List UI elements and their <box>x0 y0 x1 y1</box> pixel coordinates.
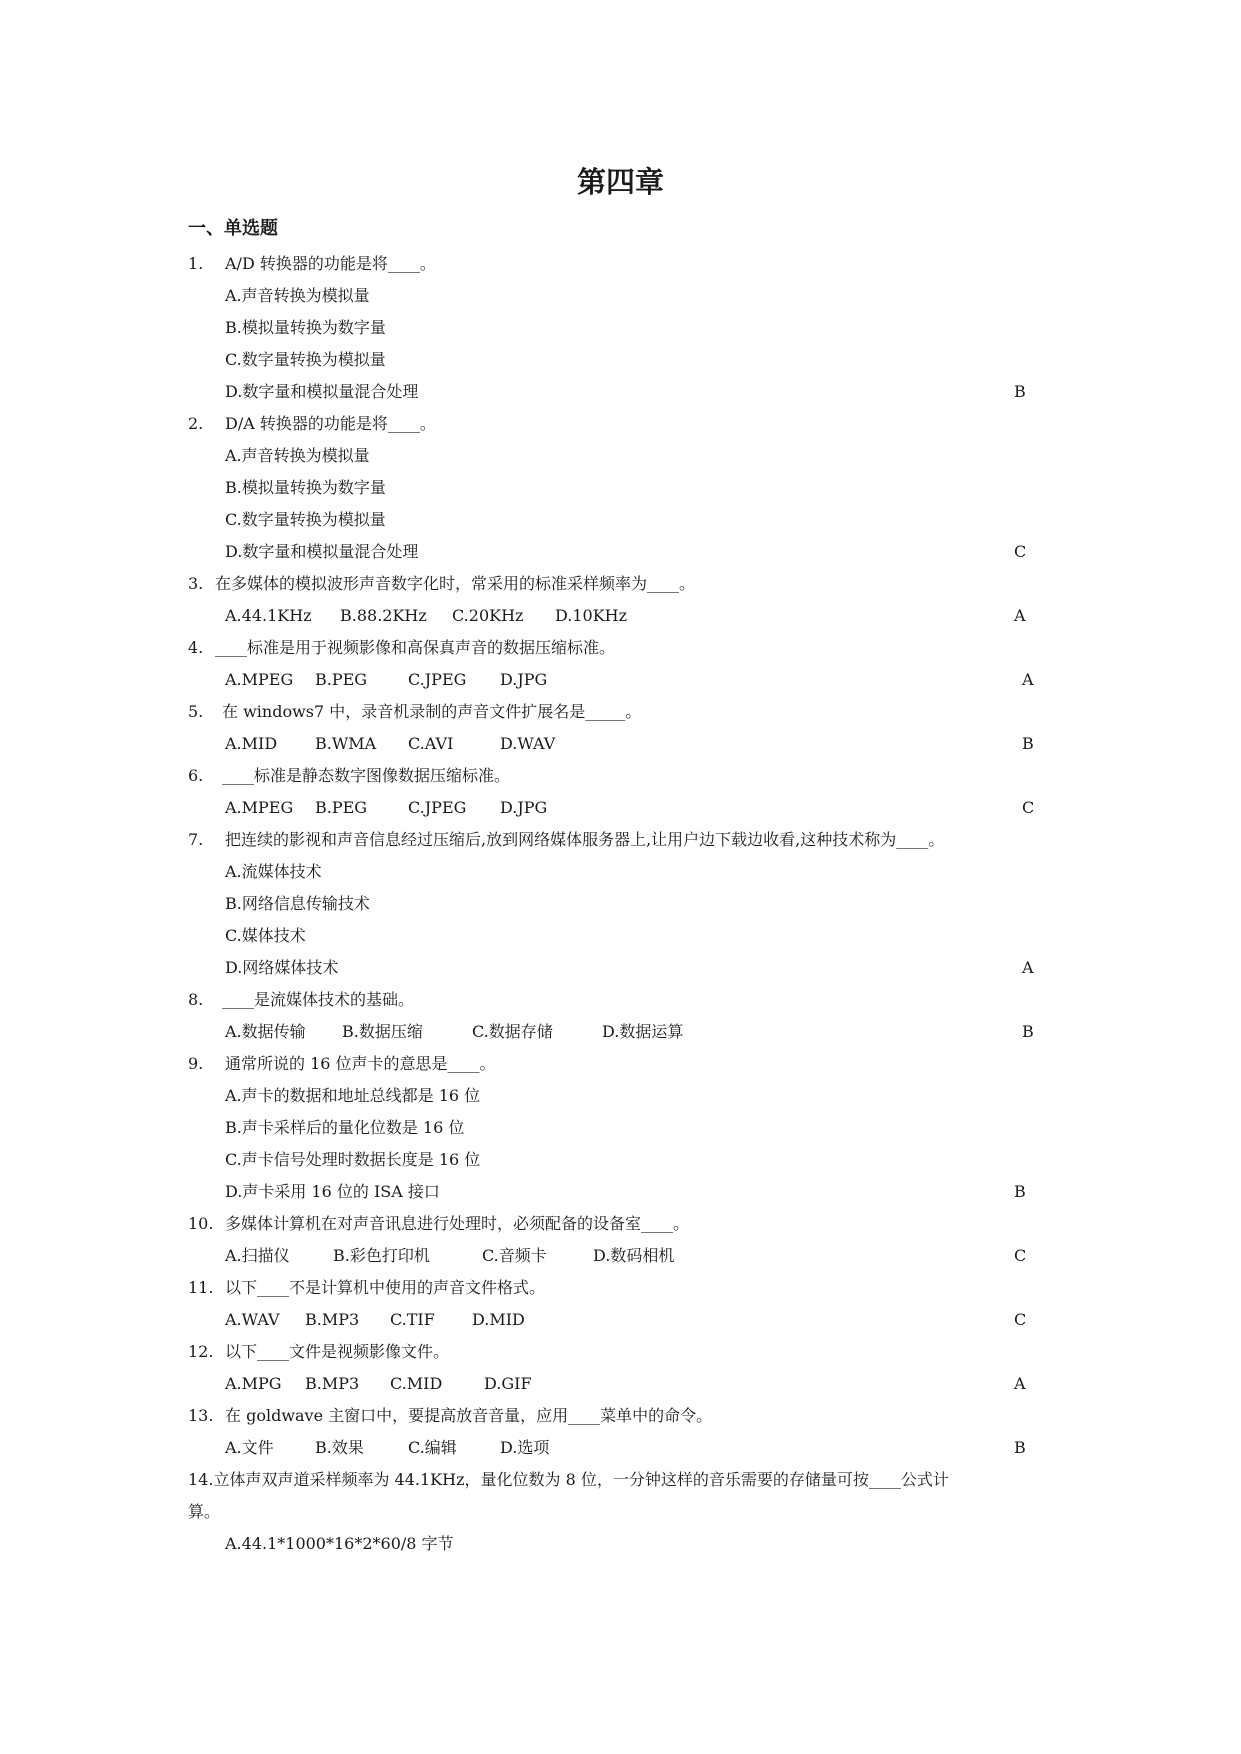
answer-key: B <box>1014 1182 1026 1201</box>
question-number: 12. <box>188 1342 214 1361</box>
option: C.MID <box>390 1374 443 1393</box>
answer-key: B <box>1022 734 1034 753</box>
option: D.网络媒体技术 <box>225 958 339 977</box>
option: D.MID <box>472 1310 525 1329</box>
option: C.音频卡 <box>482 1246 547 1265</box>
option: C.数字量转换为模拟量 <box>225 510 386 529</box>
question-number: 5. <box>188 702 204 721</box>
option: A.WAV <box>225 1310 280 1329</box>
option: D.数码相机 <box>593 1246 675 1265</box>
question-text: 以下____不是计算机中使用的声音文件格式。 <box>225 1278 546 1297</box>
option: C.JPEG <box>408 670 467 689</box>
section-heading: 一、单选题 <box>188 218 278 239</box>
question-text: 多媒体计算机在对声音讯息进行处理时，必须配备的设备室____。 <box>225 1214 690 1233</box>
option: A.MPEG <box>225 670 294 689</box>
question-14-continuation: 算。 <box>188 1502 221 1521</box>
option: B.PEG <box>315 670 368 689</box>
option: B.88.2KHz <box>340 606 427 625</box>
option: A.声卡的数据和地址总线都是 16 位 <box>225 1086 481 1105</box>
question-text: 在 windows7 中，录音机录制的声音文件扩展名是_____。 <box>222 702 642 721</box>
question-number: 9. <box>188 1054 204 1073</box>
option: D.GIF <box>484 1374 532 1393</box>
option: C.编辑 <box>408 1438 457 1457</box>
question-text: ____是流媒体技术的基础。 <box>222 990 415 1009</box>
answer-key: B <box>1022 1022 1034 1041</box>
option: D.数字量和模拟量混合处理 <box>225 542 419 561</box>
option: D.选项 <box>500 1438 550 1457</box>
question-number: 2. <box>188 414 204 433</box>
option: A.MPEG <box>225 798 294 817</box>
answer-key: B <box>1014 1438 1026 1457</box>
question-text: A/D 转换器的功能是将____。 <box>225 254 436 273</box>
option: A.文件 <box>225 1438 274 1457</box>
option: A.44.1KHz <box>225 606 312 625</box>
option: C.20KHz <box>452 606 524 625</box>
option: C.媒体技术 <box>225 926 306 945</box>
question-number: 3. <box>188 574 204 593</box>
option: D.JPG <box>500 670 548 689</box>
option: A.扫描仪 <box>225 1246 290 1265</box>
answer-key: A <box>1014 1374 1026 1393</box>
option: B.模拟量转换为数字量 <box>225 478 386 497</box>
option: A.MPG <box>225 1374 282 1393</box>
option: C.数字量转换为模拟量 <box>225 350 386 369</box>
answer-key: A <box>1014 606 1026 625</box>
option: B.模拟量转换为数字量 <box>225 318 386 337</box>
option: B.WMA <box>315 734 377 753</box>
question-number: 4. <box>188 638 204 657</box>
option: A.44.1*1000*16*2*60/8 字节 <box>225 1534 454 1553</box>
question-number: 11. <box>188 1278 214 1297</box>
option: D.WAV <box>500 734 556 753</box>
question-text: 以下____文件是视频影像文件。 <box>225 1342 450 1361</box>
answer-key: A <box>1022 670 1034 689</box>
question-text: 把连续的影视和声音信息经过压缩后,放到网络媒体服务器上,让用户边下载边收看,这种技术称为____。 <box>225 830 945 849</box>
option: C.声卡信号处理时数据长度是 16 位 <box>225 1150 481 1169</box>
question-number: 8. <box>188 990 204 1009</box>
question-number: 10. <box>188 1214 214 1233</box>
option: B.MP3 <box>305 1310 360 1329</box>
question-text: 通常所说的 16 位声卡的意思是____。 <box>225 1054 496 1073</box>
option: A.声音转换为模拟量 <box>225 446 370 465</box>
question-text: 在多媒体的模拟波形声音数字化时，常采用的标准采样频率为____。 <box>215 574 696 593</box>
option: B.声卡采样后的量化位数是 16 位 <box>225 1118 465 1137</box>
option: B.PEG <box>315 798 368 817</box>
option: D.数据运算 <box>602 1022 684 1041</box>
question-number: 6. <box>188 766 204 785</box>
option: C.JPEG <box>408 798 467 817</box>
option: B.效果 <box>315 1438 364 1457</box>
question-text: D/A 转换器的功能是将____。 <box>225 414 436 433</box>
answer-key: C <box>1022 798 1035 817</box>
option: D.10KHz <box>555 606 628 625</box>
option: B.网络信息传输技术 <box>225 894 370 913</box>
option: B.数据压缩 <box>342 1022 423 1041</box>
option: A.MID <box>225 734 278 753</box>
option: A.声音转换为模拟量 <box>225 286 370 305</box>
option: A.数据传输 <box>225 1022 306 1041</box>
answer-key: C <box>1014 1246 1027 1265</box>
option: A.流媒体技术 <box>225 862 322 881</box>
option: D.声卡采用 16 位的 ISA 接口 <box>225 1182 440 1201</box>
answer-key: A <box>1022 958 1034 977</box>
option: C.TIF <box>390 1310 435 1329</box>
question-14 <box>188 1469 949 1491</box>
question-text: ____标准是静态数字图像数据压缩标准。 <box>222 766 511 785</box>
option: C.AVI <box>408 734 454 753</box>
option: B.MP3 <box>305 1374 360 1393</box>
question-text: 立体声双声道采样频率为 44.1KHz，量化位数为 8 位，一分钟这样的音乐需要的存储量可按____公式计 <box>213 1470 949 1489</box>
question-number: 13. <box>188 1406 214 1425</box>
option: D.JPG <box>500 798 548 817</box>
question-number: 1. <box>188 254 204 273</box>
question-number: 14. <box>188 1470 214 1489</box>
option: D.数字量和模拟量混合处理 <box>225 382 419 401</box>
option: B.彩色打印机 <box>333 1246 430 1265</box>
answer-key: B <box>1014 382 1026 401</box>
answer-key: C <box>1014 542 1027 561</box>
question-number: 7. <box>188 830 204 849</box>
page-title: 第四章 <box>576 165 664 199</box>
question-text: ____标准是用于视频影像和高保真声音的数据压缩标准。 <box>215 638 616 657</box>
question-text: 在 goldwave 主窗口中，要提高放音音量，应用____菜单中的命令。 <box>225 1406 713 1425</box>
answer-key: C <box>1014 1310 1027 1329</box>
option: C.数据存储 <box>472 1022 553 1041</box>
